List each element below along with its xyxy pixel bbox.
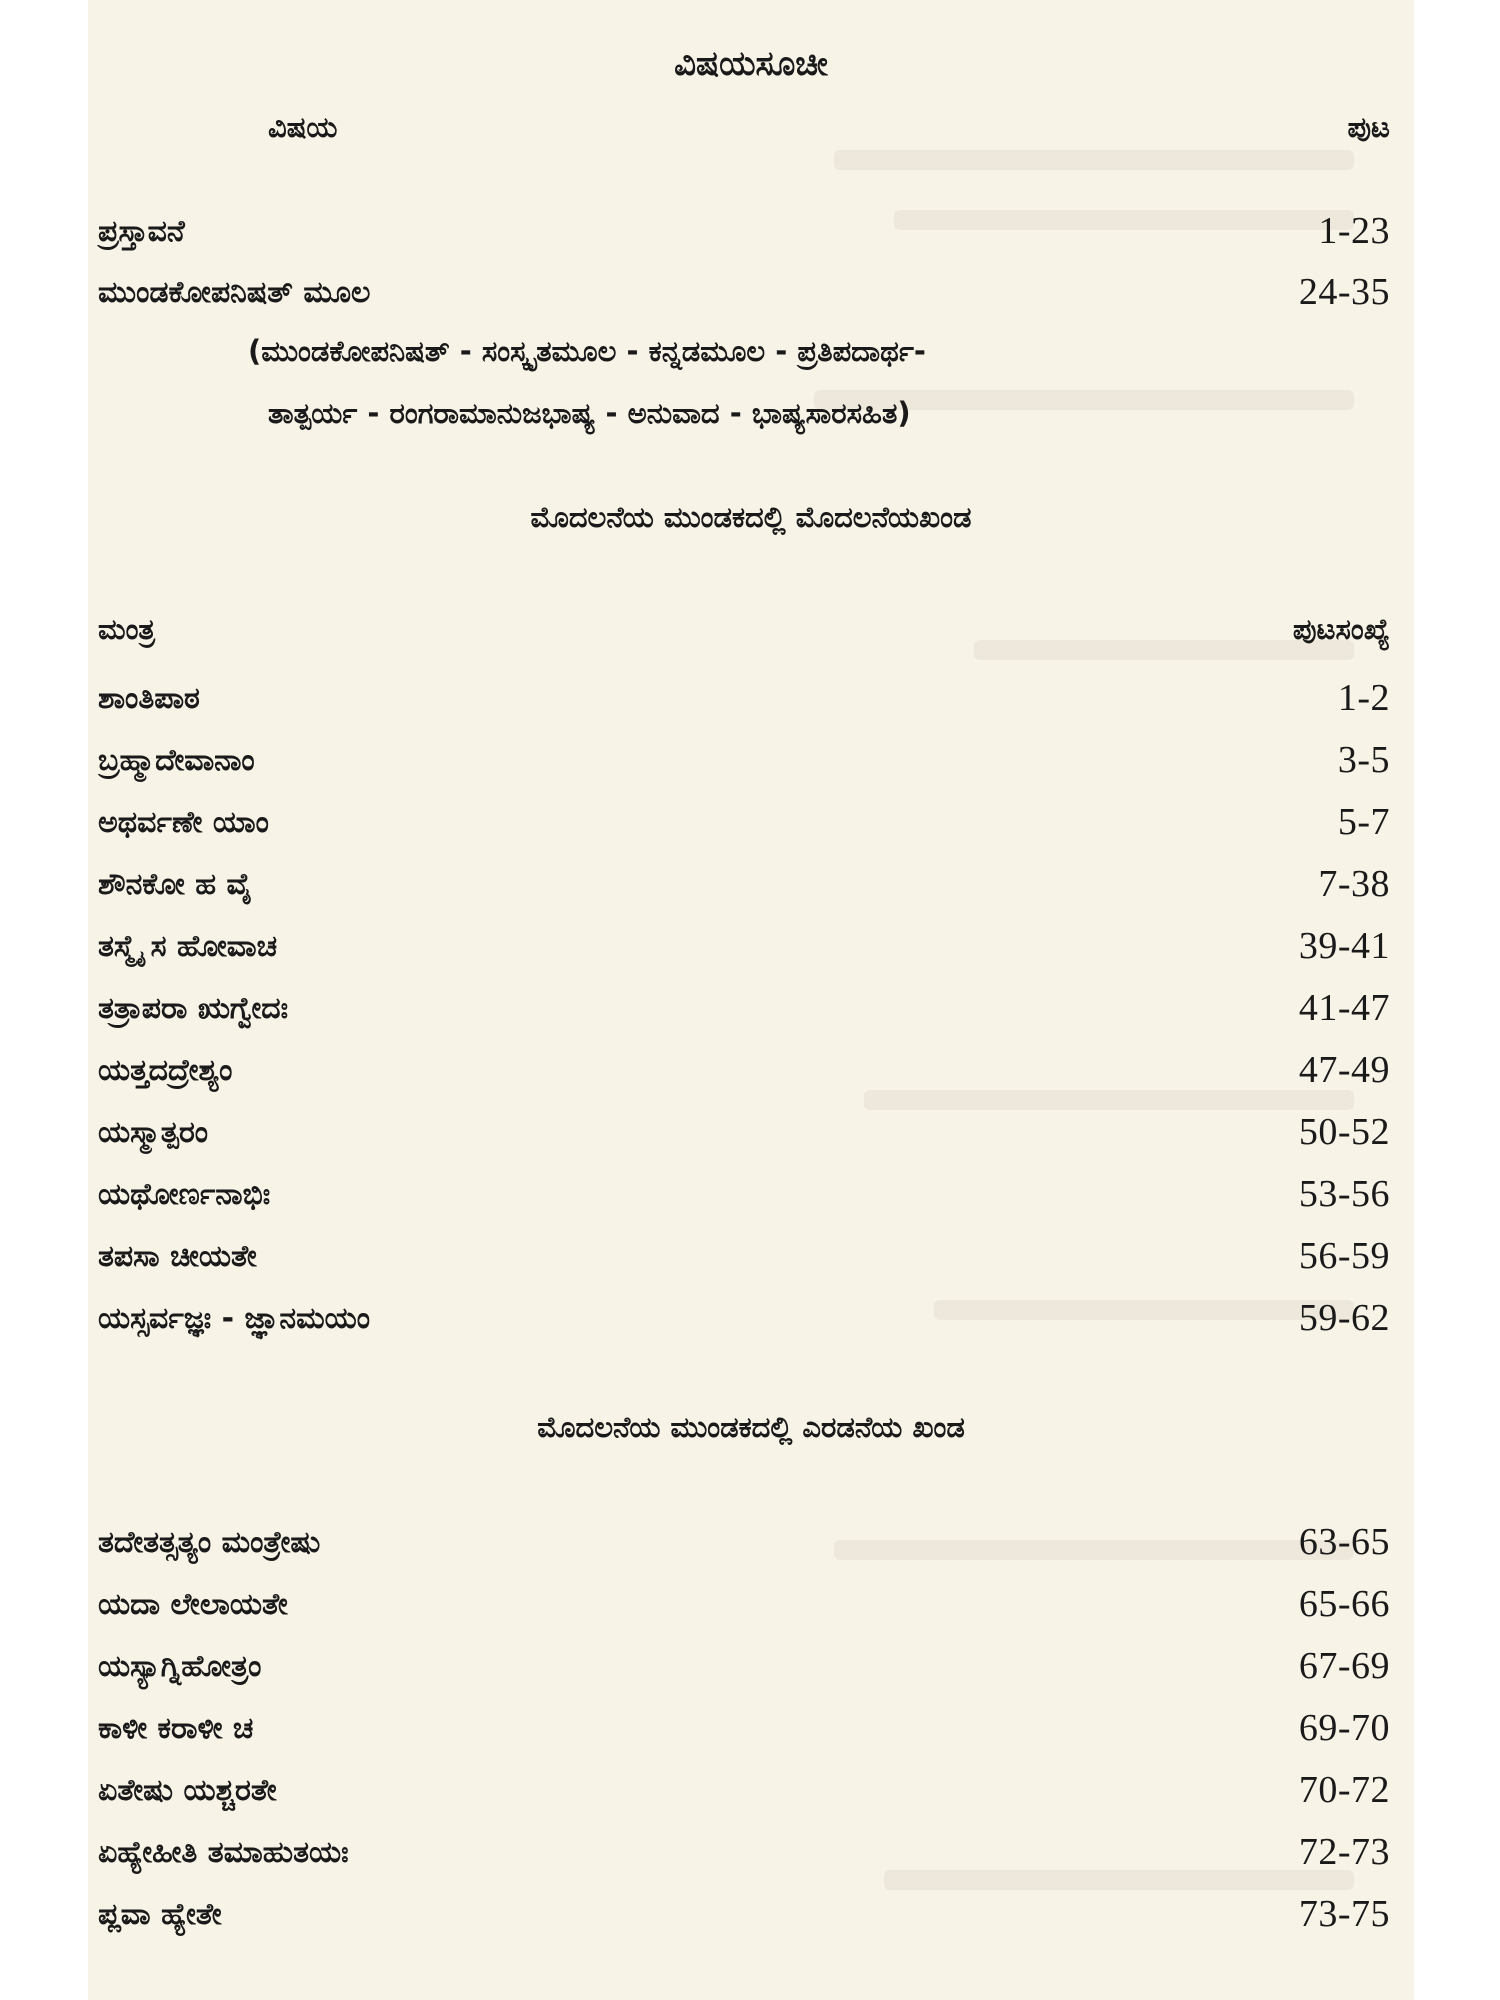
toc-entry-label: ಅಥರ್ವಣೇ ಯಾಂ	[98, 804, 269, 840]
toc-entry-pages: 1-23	[1318, 210, 1390, 252]
column-header-page-number: ಪುಟಸಂಖ್ಯೆ	[1292, 612, 1390, 646]
toc-entry	[98, 1578, 1390, 1630]
toc-entry-label: ಯಸ್ಯಾಗ್ನಿಹೋತ್ರಂ	[98, 1648, 262, 1684]
toc-entry-label: ತಸ್ಮೈ ಸ ಹೋವಾಚ	[98, 928, 278, 964]
toc-entry-pages: 24-35	[1298, 271, 1390, 313]
toc-entry-pages: 47-49	[1298, 1049, 1390, 1091]
toc-entry-pages: 70-72	[1298, 1769, 1390, 1811]
toc-entry-pages: 50-52	[1298, 1111, 1390, 1153]
toc-entry-pages: 72-73	[1298, 1831, 1390, 1873]
toc-entry-pages: 39-41	[1298, 925, 1390, 967]
document-page	[88, 0, 1414, 2000]
toc-entry-pages: 41-47	[1298, 987, 1390, 1029]
toc-entry-label: ಕಾಳೀ ಕರಾಳೀ ಚ	[98, 1710, 254, 1746]
toc-entry	[98, 734, 1390, 786]
toc-entry-label: ತಪಸಾ ಚೀಯತೇ	[98, 1238, 257, 1274]
toc-entry	[98, 1888, 1390, 1940]
page-title: ವಿಷಯಸೂಚೀ	[674, 44, 828, 84]
toc-entry-label: ತತ್ರಾಪರಾ ಋಗ್ವೇದಃ	[98, 990, 289, 1026]
toc-entry	[98, 1044, 1390, 1096]
toc-entry-pages: 73-75	[1298, 1893, 1390, 1935]
toc-entry-label: ತದೇತತ್ಸತ್ಯಂ ಮಂತ್ರೇಷು	[98, 1524, 321, 1560]
toc-entry	[98, 1230, 1390, 1282]
toc-entry	[98, 982, 1390, 1034]
section-heading: ಮೊದಲನೆಯ ಮುಂಡಕದಲ್ಲಿ ಎರಡನೆಯ ಖಂಡ	[537, 1410, 965, 1444]
section-heading: ಮೊದಲನೆಯ ಮುಂಡಕದಲ್ಲಿ ಮೊದಲನೆಯಖಂಡ	[530, 500, 972, 534]
toc-entry	[98, 1292, 1390, 1344]
column-header-subject: ವಿಷಯ	[268, 110, 338, 144]
contents-note-line2: ತಾತ್ಪರ್ಯ - ರಂಗರಾಮಾನುಜಭಾಷ್ಯ - ಅನುವಾದ - ಭಾಷ್ಯಸಾರಸಹಿತ)	[268, 396, 911, 430]
toc-entry	[98, 1168, 1390, 1220]
toc-entry-pages: 7-38	[1318, 863, 1390, 905]
toc-entry-pages: 67-69	[1298, 1645, 1390, 1687]
contents-note-line1: (ಮುಂಡಕೋಪನಿಷತ್ - ಸಂಸ್ಕೃತಮೂಲ - ಕನ್ನಡಮೂಲ - ಪ್ರತಿಪದಾರ್ಥ-	[248, 334, 926, 368]
toc-entry-pages: 69-70	[1298, 1707, 1390, 1749]
toc-entry	[98, 266, 1390, 318]
toc-entry-label: ಏಹ್ಯೇಹೀತಿ ತಮಾಹುತಯಃ	[98, 1834, 349, 1870]
toc-entry	[98, 1516, 1390, 1568]
toc-entry-pages: 56-59	[1298, 1235, 1390, 1277]
toc-entry-label: ಮುಂಡಕೋಪನಿಷತ್ ಮೂಲ	[98, 274, 371, 310]
toc-entry	[98, 1106, 1390, 1158]
toc-entry-pages: 65-66	[1298, 1583, 1390, 1625]
toc-entry-pages: 53-56	[1298, 1173, 1390, 1215]
toc-entry-pages: 63-65	[1298, 1521, 1390, 1563]
toc-entry	[98, 796, 1390, 848]
toc-entry-label: ಯಸ್ಮಾತ್ಪರಂ	[98, 1114, 209, 1150]
toc-entry	[98, 1640, 1390, 1692]
toc-entry	[98, 1702, 1390, 1754]
toc-entry-label: ಶಾಂತಿಪಾಠ	[98, 680, 200, 716]
column-header-mantra: ಮಂತ್ರ	[98, 612, 156, 646]
toc-entry-label: ಯಥೋರ್ಣನಾಭಿಃ	[98, 1176, 271, 1212]
toc-entry	[98, 920, 1390, 972]
toc-entry-pages: 59-62	[1298, 1297, 1390, 1339]
toc-entry-label: ಪ್ರಸ್ತಾವನೆ	[98, 213, 185, 249]
toc-entry-label: ಯತ್ತದದ್ರೇಶ್ಯಂ	[98, 1052, 233, 1088]
toc-entry	[98, 672, 1390, 724]
toc-entry-label: ಯದಾ ಲೇಲಾಯತೇ	[98, 1586, 288, 1622]
toc-entry-label: ಬ್ರಹ್ಮಾದೇವಾನಾಂ	[98, 742, 255, 778]
column-header-page: ಪುಟ	[1347, 110, 1390, 144]
toc-entry-pages: 3-5	[1337, 739, 1390, 781]
toc-entry-pages: 1-2	[1337, 677, 1390, 719]
toc-entry	[98, 205, 1390, 257]
toc-entry-label: ಶೌನಕೋ ಹ ವೈ	[98, 866, 252, 902]
toc-entry	[98, 1764, 1390, 1816]
toc-entry	[98, 1826, 1390, 1878]
toc-entry	[98, 858, 1390, 910]
toc-entry-label: ಯಸ್ಸರ್ವಜ್ಞಃ - ಜ್ಞಾನಮಯಂ	[98, 1300, 371, 1336]
toc-entry-pages: 5-7	[1337, 801, 1390, 843]
toc-entry-label: ಪ್ಲವಾ ಹ್ಯೇತೇ	[98, 1896, 222, 1932]
toc-entry-label: ಏತೇಷು ಯಶ್ಚರತೇ	[98, 1772, 277, 1808]
